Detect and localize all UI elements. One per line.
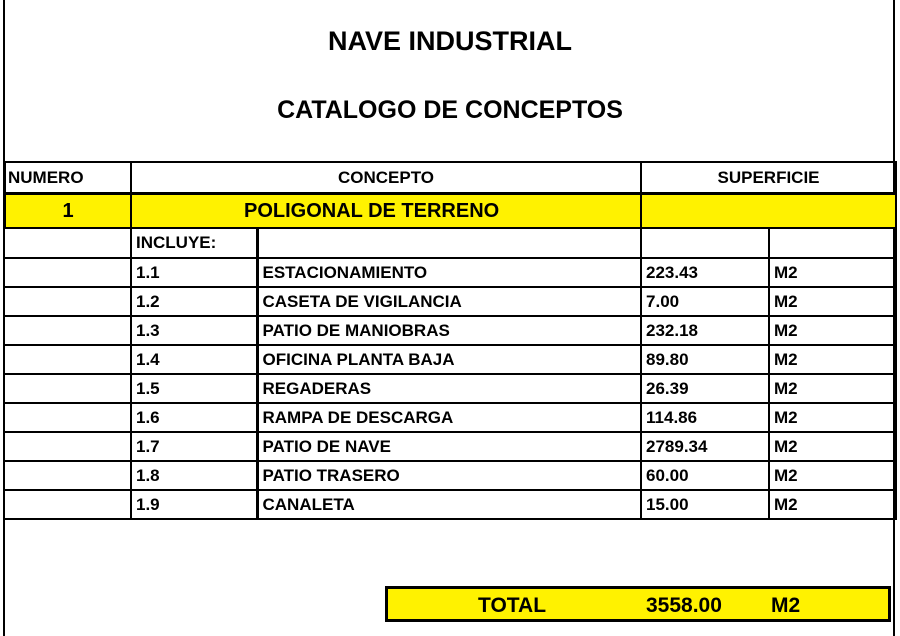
row-concept: PATIO DE MANIOBRAS xyxy=(257,316,641,345)
row-area: 7.00 xyxy=(641,287,769,316)
row-blank-cell xyxy=(5,432,131,461)
table-row xyxy=(5,316,896,345)
row-blank-cell xyxy=(5,403,131,432)
table-row xyxy=(5,490,896,519)
row-area: 2789.34 xyxy=(641,432,769,461)
total-unit: M2 xyxy=(771,594,801,617)
row-concept: RAMPA DE DESCARGA xyxy=(257,403,641,432)
total-box xyxy=(385,586,891,622)
row-area: 232.18 xyxy=(641,316,769,345)
table-row xyxy=(5,432,896,461)
section-title: POLIGONAL DE TERRENO xyxy=(131,194,641,229)
row-number: 1.9 xyxy=(131,490,257,519)
row-concept: PATIO TRASERO xyxy=(257,461,641,490)
table-row xyxy=(5,258,896,287)
row-unit: M2 xyxy=(769,374,896,403)
row-number: 1.3 xyxy=(131,316,257,345)
row-unit: M2 xyxy=(769,403,896,432)
total-label: TOTAL xyxy=(478,594,547,617)
table-row xyxy=(5,374,896,403)
header-numero: NUMERO xyxy=(5,162,131,194)
row-unit: M2 xyxy=(769,490,896,519)
row-concept: CANALETA xyxy=(257,490,641,519)
row-number: 1.7 xyxy=(131,432,257,461)
includes-concept-cell xyxy=(257,228,641,258)
table-row xyxy=(5,461,896,490)
row-unit: M2 xyxy=(769,258,896,287)
section-area-cell xyxy=(641,194,896,229)
table-row xyxy=(5,287,896,316)
section-row xyxy=(5,194,896,229)
total-value: 3558.00 xyxy=(646,594,722,617)
table-header-row xyxy=(5,162,896,194)
row-blank-cell xyxy=(5,287,131,316)
row-number: 1.6 xyxy=(131,403,257,432)
row-area: 26.39 xyxy=(641,374,769,403)
row-area: 15.00 xyxy=(641,490,769,519)
includes-label: INCLUYE: xyxy=(131,228,257,258)
row-area: 114.86 xyxy=(641,403,769,432)
row-area: 89.80 xyxy=(641,345,769,374)
row-concept: OFICINA PLANTA BAJA xyxy=(257,345,641,374)
includes-blank-cell xyxy=(5,228,131,258)
includes-area-cell xyxy=(641,228,769,258)
concept-catalog-table xyxy=(4,161,897,520)
document-title: NAVE INDUSTRIAL xyxy=(327,26,572,56)
row-area: 60.00 xyxy=(641,461,769,490)
row-unit: M2 xyxy=(769,345,896,374)
table-row xyxy=(5,345,896,374)
row-blank-cell xyxy=(5,461,131,490)
row-blank-cell xyxy=(5,345,131,374)
row-unit: M2 xyxy=(769,287,896,316)
row-blank-cell xyxy=(5,490,131,519)
row-unit: M2 xyxy=(769,461,896,490)
includes-row xyxy=(5,228,896,258)
row-number: 1.5 xyxy=(131,374,257,403)
row-concept: CASETA DE VIGILANCIA xyxy=(257,287,641,316)
row-blank-cell xyxy=(5,316,131,345)
row-concept: REGADERAS xyxy=(257,374,641,403)
header-concepto: CONCEPTO xyxy=(131,162,641,194)
row-blank-cell xyxy=(5,374,131,403)
row-blank-cell xyxy=(5,258,131,287)
row-concept: PATIO DE NAVE xyxy=(257,432,641,461)
section-number: 1 xyxy=(5,194,131,229)
row-number: 1.2 xyxy=(131,287,257,316)
table-row xyxy=(5,403,896,432)
row-area: 223.43 xyxy=(641,258,769,287)
includes-unit-cell xyxy=(769,228,896,258)
header-superficie: SUPERFICIE xyxy=(641,162,896,194)
row-unit: M2 xyxy=(769,432,896,461)
row-number: 1.8 xyxy=(131,461,257,490)
document-subtitle: CATALOGO DE CONCEPTOS xyxy=(277,96,623,124)
row-number: 1.1 xyxy=(131,258,257,287)
row-number: 1.4 xyxy=(131,345,257,374)
row-unit: M2 xyxy=(769,316,896,345)
row-concept: ESTACIONAMIENTO xyxy=(257,258,641,287)
